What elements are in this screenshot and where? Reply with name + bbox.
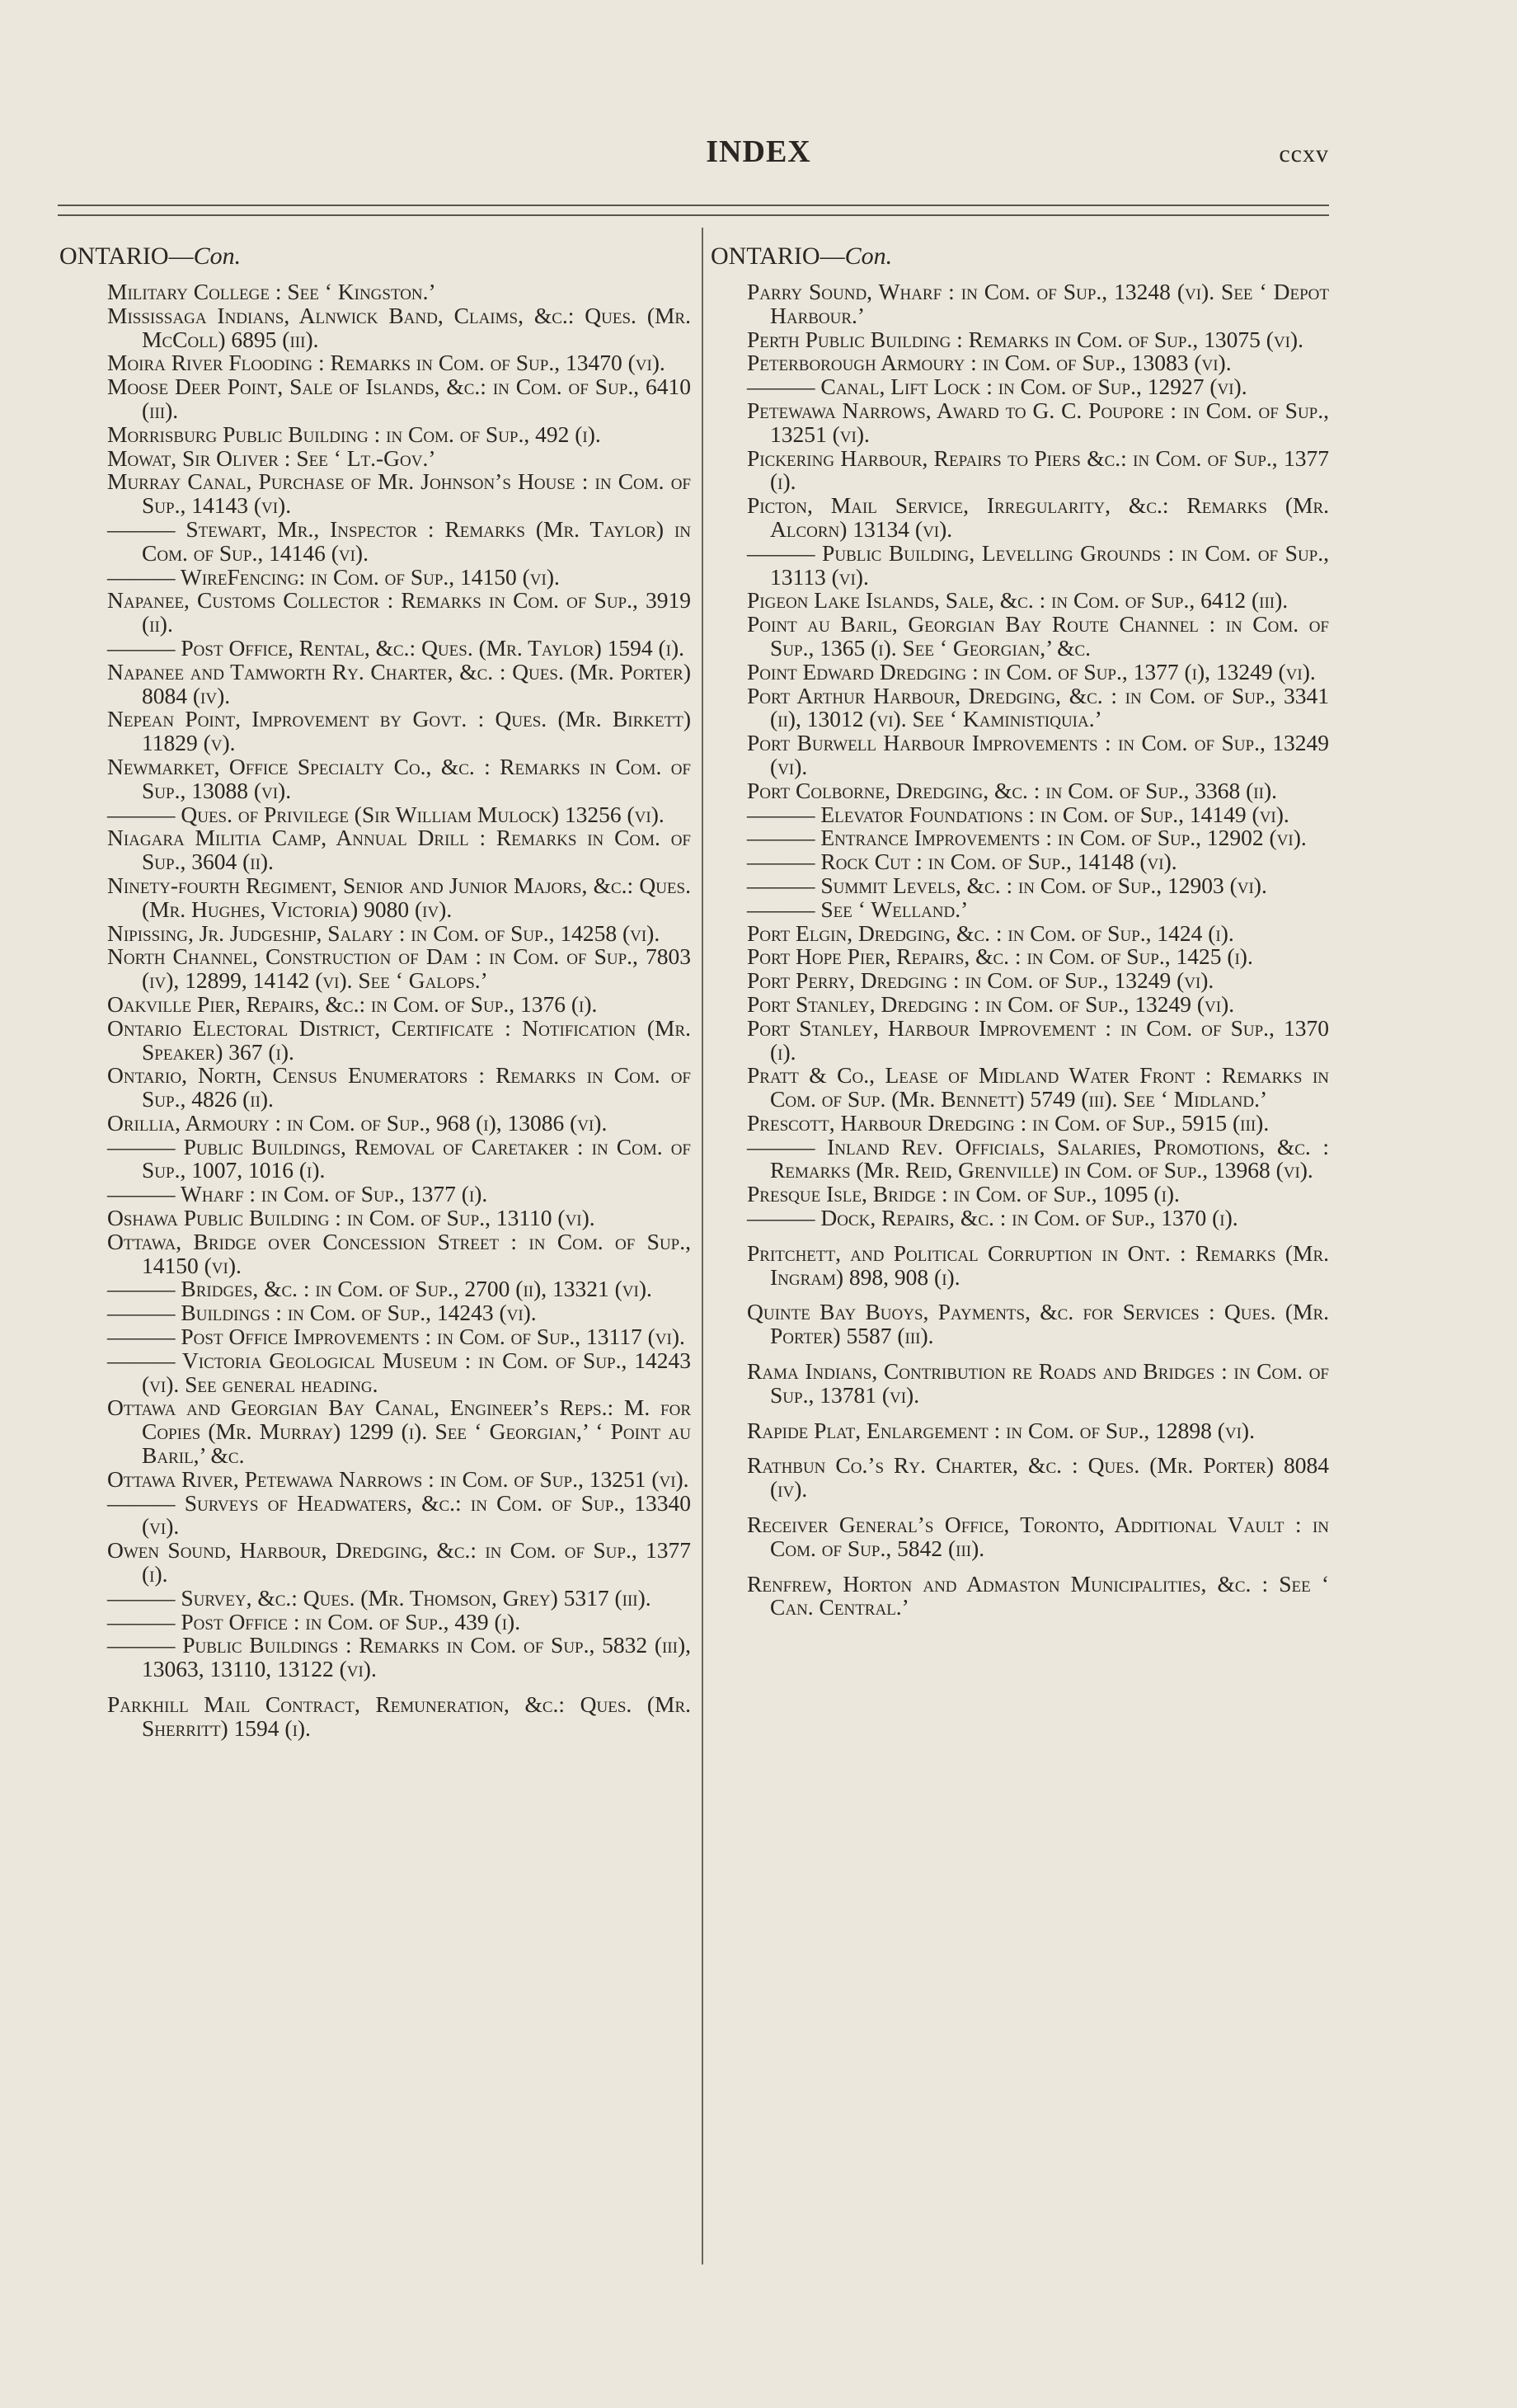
index-entry: Pigeon Lake Islands, Sale, &c. : in Com. of Sup., 6412 (iii). bbox=[747, 587, 1289, 614]
index-entry: ——— Wharf : in Com. of Sup., 1377 (i). bbox=[107, 1181, 488, 1207]
right-column bbox=[711, 241, 1329, 1620]
index-entry: ——— Inland Rev. Officials, Salaries, Promotions, &c. : Remarks (Mr. Reid, Grenville) in Com. of Sup., 13968 (vi). bbox=[747, 1133, 1329, 1183]
index-entry: Napanee, Customs Collector : Remarks in Com. of Sup., 3919 (ii). bbox=[107, 587, 691, 637]
index-entry: ——— Public Buildings : Remarks in Com. of Sup., 5832 (iii), 13063, 13110, 13122 (vi). bbox=[107, 1632, 691, 1682]
index-entry: Peterborough Armoury : in Com. of Sup., 13083 (vi). bbox=[747, 350, 1232, 376]
index-entry: Moose Deer Point, Sale of Islands, &c.: in Com. of Sup., 6410 (iii). bbox=[107, 374, 691, 423]
index-entry: Owen Sound, Harbour, Dredging, &c.: in Com. of Sup., 1377 (i). bbox=[107, 1537, 691, 1587]
index-entry: ——— Public Buildings, Removal of Caretaker : in Com. of Sup., 1007, 1016 (i). bbox=[107, 1133, 691, 1183]
index-entry: Ontario Electoral District, Certificate : Notification (Mr. Speaker) 367 (i). bbox=[107, 1014, 691, 1065]
index-entry: Mowat, Sir Oliver : See ‘ Lt.-Gov.’ bbox=[107, 444, 436, 471]
index-entry: ——— Survey, &c.: Ques. (Mr. Thomson, Grey) 5317 (iii). bbox=[107, 1584, 651, 1611]
index-entry: Niagara Militia Camp, Annual Drill : Remarks in Com. of Sup., 3604 (ii). bbox=[107, 825, 691, 875]
index-entry: ——— Post Office : in Com. of Sup., 439 (i). bbox=[107, 1608, 521, 1634]
index-entry: ——— Rock Cut : in Com. of Sup., 14148 (vi). bbox=[747, 849, 1177, 875]
index-entry: Military College : See ‘ Kingston.’ bbox=[107, 279, 436, 304]
index-entry: Pickering Harbour, Repairs to Piers &c.: in Com. of Sup., 1377 (i). bbox=[747, 444, 1329, 495]
index-entry: Pratt & Co., Lease of Midland Water Front : Remarks in Com. of Sup. (Mr. Bennett) 5749 (iii). See ‘ Midland.’ bbox=[747, 1062, 1329, 1112]
index-entry: Rama Indians, Contribution re Roads and Bridges : in Com. of Sup., 13781 (vi). bbox=[747, 1358, 1329, 1408]
index-entry: Mississaga Indians, Alnwick Band, Claims, &c.: Ques. (Mr. McColl) 6895 (iii). bbox=[107, 302, 691, 352]
index-entry: ——— Bridges, &c. : in Com. of Sup., 2700 (ii), 13321 (vi). bbox=[107, 1276, 652, 1302]
index-entry: ——— Post Office Improvements : in Com. of Sup., 13117 (vi). bbox=[107, 1324, 685, 1350]
page-number: ccxv bbox=[1279, 140, 1329, 167]
index-entry: ——— Entrance Improvements : in Com. of Sup., 12902 (vi). bbox=[747, 825, 1307, 851]
index-entry: North Channel, Construction of Dam : in Com. of Sup., 7803 (iv), 12899, 14142 (vi). See ‘ Galops.’ bbox=[107, 943, 691, 994]
index-entry: ——— Canal, Lift Lock : in Com. of Sup., 12927 (vi). bbox=[747, 374, 1247, 400]
index-entry: Ontario, North, Census Enumerators : Remarks in Com. of Sup., 4826 (ii). bbox=[107, 1062, 691, 1112]
index-entry: Morrisburg Public Building : in Com. of Sup., 492 (i). bbox=[107, 421, 601, 447]
index-entry: Ninety-fourth Regiment, Senior and Junior Majors, &c.: Ques. (Mr. Hughes, Victoria) 9080 (iv). bbox=[107, 872, 691, 922]
index-entry: Parkhill Mail Contract, Remuneration, &c.: Ques. (Mr. Sherritt) 1594 (i). bbox=[107, 1691, 691, 1741]
index-entry: Port Elgin, Dredging, &c. : in Com. of Sup., 1424 (i). bbox=[747, 919, 1234, 946]
left-column bbox=[59, 241, 691, 1741]
index-entry: Port Arthur Harbour, Dredging, &c. : in Com. of Sup., 3341 (ii), 13012 (vi). See ‘ Kaministiquia.’ bbox=[747, 682, 1329, 732]
index-entry: ——— Stewart, Mr., Inspector : Remarks (Mr. Taylor) in Com. of Sup., 14146 (vi). bbox=[107, 515, 691, 566]
index-entry: Petewawa Narrows, Award to G. C. Poupore : in Com. of Sup., 13251 (vi). bbox=[747, 397, 1329, 447]
index-entry: Orillia, Armoury : in Com. of Sup., 968 (i), 13086 (vi). bbox=[107, 1109, 608, 1136]
index-entry: Nepean Point, Improvement by Govt. : Ques. (Mr. Birkett) 11829 (v). bbox=[107, 706, 691, 756]
index-entry: Ottawa and Georgian Bay Canal, Engineer’s Reps.: M. for Copies (Mr. Murray) 1299 (i). See ‘ Georgian,’ ‘ Point au Baril,’ &c. bbox=[107, 1394, 691, 1469]
index-entry: Rathbun Co.’s Ry. Charter, &c. : Ques. (Mr. Porter) 8084 (iv). bbox=[747, 1452, 1329, 1503]
index-entry: ——— Summit Levels, &c. : in Com. of Sup., 12903 (vi). bbox=[747, 872, 1267, 898]
index-entries-left bbox=[59, 280, 691, 1741]
index-entry: ——— WireFencing: in Com. of Sup., 14150 (vi). bbox=[107, 563, 560, 590]
index-entry: ——— Dock, Repairs, &c. : in Com. of Sup., 1370 (i). bbox=[747, 1205, 1238, 1231]
index-entry: Ottawa River, Petewawa Narrows : in Com. of Sup., 13251 (vi). bbox=[107, 1465, 689, 1492]
column-divider bbox=[702, 228, 703, 2265]
column-heading: ONTARIO—Con. bbox=[59, 242, 242, 270]
index-entries-right bbox=[711, 280, 1329, 1620]
index-entry: Port Stanley, Dredging : in Com. of Sup., 13249 (vi). bbox=[747, 990, 1235, 1017]
index-entry: Pritchett, and Political Corruption in Ont. : Remarks (Mr. Ingram) 898, 908 (i). bbox=[747, 1239, 1329, 1290]
page-title: INDEX bbox=[706, 134, 811, 169]
index-entry: Parry Sound, Wharf : in Com. of Sup., 13248 (vi). See ‘ Depot Harbour.’ bbox=[747, 279, 1329, 328]
index-entry: ——— Buildings : in Com. of Sup., 14243 (vi). bbox=[107, 1300, 537, 1326]
index-entry: Oakville Pier, Repairs, &c.: in Com. of Sup., 1376 (i). bbox=[107, 990, 598, 1017]
index-entry: Port Hope Pier, Repairs, &c. : in Com. of Sup., 1425 (i). bbox=[747, 943, 1253, 970]
index-entry: Receiver General’s Office, Toronto, Additional Vault : in Com. of Sup., 5842 (iii). bbox=[747, 1512, 1329, 1561]
column-heading: ONTARIO—Con. bbox=[711, 242, 893, 270]
index-entry: Murray Canal, Purchase of Mr. Johnson’s House : in Com. of Sup., 14143 (vi). bbox=[107, 468, 691, 519]
index-entry: ——— See ‘ Welland.’ bbox=[747, 896, 969, 922]
index-entry: Rapide Plat, Enlargement : in Com. of Sup., 12898 (vi). bbox=[747, 1417, 1255, 1443]
index-entry: ——— Ques. of Privilege (Sir William Mulock) 13256 (vi). bbox=[107, 801, 665, 827]
index-entry: ——— Surveys of Headwaters, &c.: in Com. of Sup., 13340 (vi). bbox=[107, 1489, 691, 1540]
index-entry: Picton, Mail Service, Irregularity, &c.: Remarks (Mr. Alcorn) 13134 (vi). bbox=[747, 492, 1329, 542]
index-entry: ——— Victoria Geological Museum : in Com. of Sup., 14243 (vi). See general heading. bbox=[107, 1347, 691, 1397]
index-entry: ——— Post Office, Rental, &c.: Ques. (Mr. Taylor) 1594 (i). bbox=[107, 634, 685, 661]
index-entry: Quinte Bay Buoys, Payments, &c. for Services : Ques. (Mr. Porter) 5587 (iii). bbox=[747, 1299, 1329, 1349]
index-entry: Port Perry, Dredging : in Com. of Sup., 13249 (vi). bbox=[747, 967, 1214, 994]
index-entry: ——— Elevator Foundations : in Com. of Sup., 14149 (vi). bbox=[747, 801, 1289, 827]
index-entry: Renfrew, Horton and Admaston Municipalities, &c. : See ‘ Can. Central.’ bbox=[747, 1570, 1329, 1620]
index-entry: Port Burwell Harbour Improvements : in Com. of Sup., 13249 (vi). bbox=[747, 730, 1329, 779]
index-entry: Moira River Flooding : Remarks in Com. of Sup., 13470 (vi). bbox=[107, 350, 665, 376]
index-entry: Prescott, Harbour Dredging : in Com. of Sup., 5915 (iii). bbox=[747, 1109, 1270, 1136]
index-entry: Port Colborne, Dredging, &c. : in Com. of Sup., 3368 (ii). bbox=[747, 777, 1277, 803]
index-entry: Port Stanley, Harbour Improvement : in Com. of Sup., 1370 (i). bbox=[747, 1014, 1329, 1065]
index-entry: Newmarket, Office Specialty Co., &c. : Remarks in Com. of Sup., 13088 (vi). bbox=[107, 753, 691, 803]
index-entry: Nipissing, Jr. Judgeship, Salary : in Com. of Sup., 14258 (vi). bbox=[107, 919, 660, 946]
header-rule-double bbox=[58, 214, 1329, 216]
index-entry: Perth Public Building : Remarks in Com. of Sup., 13075 (vi). bbox=[747, 326, 1303, 352]
index-entry: Point Edward Dredging : in Com. of Sup., 1377 (i), 13249 (vi). bbox=[747, 658, 1316, 684]
index-entry: ——— Public Building, Levelling Grounds : in Com. of Sup., 13113 (vi). bbox=[747, 539, 1329, 590]
index-entry: Point au Baril, Georgian Bay Route Channel : in Com. of Sup., 1365 (i). See ‘ Georgian,’ &c. bbox=[747, 611, 1329, 661]
index-entry: Oshawa Public Building : in Com. of Sup., 13110 (vi). bbox=[107, 1205, 595, 1231]
index-entry: Napanee and Tamworth Ry. Charter, &c. : Ques. (Mr. Porter) 8084 (iv). bbox=[107, 658, 691, 708]
index-entry: Ottawa, Bridge over Concession Street : in Com. of Sup., 14150 (vi). bbox=[107, 1228, 691, 1278]
header-rule bbox=[58, 205, 1329, 206]
index-entry: Presque Isle, Bridge : in Com. of Sup., 1095 (i). bbox=[747, 1181, 1180, 1207]
